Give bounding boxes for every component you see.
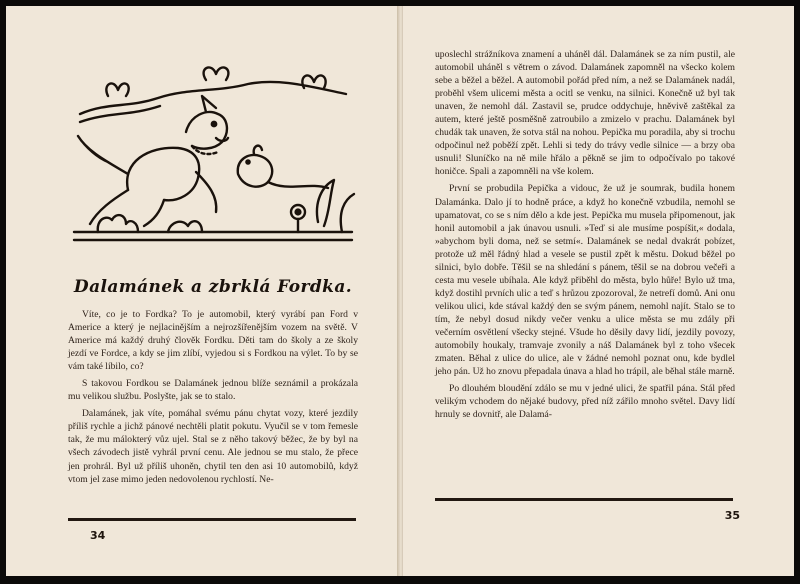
chapter-title: Dalamánek a zbrklá Fordka. bbox=[73, 277, 353, 297]
paragraph: Po dlouhém bloudění zdálo se mu v jedné ulici, že spatřil pána. Stál před velikým vchodem do nějaké budovy, před níž zářilo mnoho světel. Davy lidí hrnuly se dovnitř, ale Dalamá- bbox=[435, 383, 735, 421]
left-page-text bbox=[68, 308, 358, 490]
paragraph: Víte, co je to Fordka? To je automobil, který vyrábí pan Ford v Americe a který je nejlacinějším a nejrozšířenějším vozem na světě. V Americe má každý druhý člověk Fordku. Děti tam do školy a ze školy jezdí ve Fordce, a kdy se jim zlíbí, vyjedou si s Fordkou na výlet. To by se vám také líbilo, co? bbox=[68, 309, 358, 373]
right-page bbox=[402, 6, 794, 576]
left-page bbox=[6, 6, 400, 576]
paragraph: S takovou Fordkou se Dalamánek jednou blíže seznámil a prokázala mu velikou službu. Poslyšte, jak se to stalo. bbox=[68, 378, 358, 403]
paragraph: Dalamánek, jak víte, pomáhal svému pánu chytat vozy, které jezdily příliš rychle a jichž pánové nechtěli platit pokutu. Vyučil se v tom řemesle tak, že mu málokterý vůz ujel. Stal se z něho takový běžec, že by byl na všech závodech jistě vyhrál první cenu. Ale jednou se mu stalo, že přece jen prohrál. Byl už příliš uhoněn, chytil ten den asi 10 automobilů, když vtom jel zase mimo jeden nedovolenou rychlostí. Ne- bbox=[68, 408, 358, 485]
footer-rule bbox=[68, 518, 356, 521]
page-number: 34 bbox=[90, 529, 106, 542]
paragraph: První se probudila Pepička a vidouc, že už je soumrak, budila honem Dalamánka. Dalo jí to hodně práce, a když ho konečně vzbudila, nemohl se upamatovat, co se s ním dělo a kde jest. Pepička mu musela připomenout, jak honil automobil a jak únavou usnuli. »Teď si ale musíme pospíšit,« dodala, »abychom byli doma, než se setmí«. Dalamánek se nedal dvakrát pobízet, protože už měl řádný hlad a vesele se pustil zpět k městu. Dokud běžel po silnici, bylo dobře. Těšil se na shledání s pánem, těšil se na dobrou večeři a cesta mu vesele ubíhala. Ale když přiběhl do města, bylo hůře! Bylo už tma, když dostihl prvních ulic a teď s hrůzou zpozoroval, že netrefí domů. Ani onu velikou ulici, kde stával každý den se svým pánem, nemohl najít. Stalo se to tím, že nebyl dosud nikdy večer venku a ulice města se mu zdály při večerním osvětlení všecky stejné. Všude ho děsily davy lidí, jezdily povozy, automobily houkaly, tramvaje zvonily a náš Dalamánek byl z toho všecek zmaten. Běhal z ulice do ulice, ale v žádné nemohl poznat onu, kde bydlel jeho pán. Už ho znovu přepadala únava a hlad ho trápil, ale běhal stále marně. bbox=[435, 183, 735, 378]
page-number: 35 bbox=[724, 509, 740, 522]
footer-rule bbox=[435, 498, 733, 501]
dog-and-mouse-illustration bbox=[68, 62, 358, 254]
right-page-text bbox=[435, 48, 735, 425]
paragraph: uposlechl strážníkova znamení a uháněl dál. Dalamánek se za ním pustil, ale automobil uháněl s větrem o závod. Dalamánek zapomněl na všecko kolem sebe a běžel a běžel. A automobil pořád před ním, a než se Dalamánek nadál, proběhl všem ulicemi města a ocitl se venku, na silnici. Konečně už byl tak unaven, že nemohl dál. Zastavil se, prudce oddychuje, hněvivě zaštěkal za autem, které ještě posměšně zatroubilo a zmizelo v prachu. Dalamánek byl chudák tak unaven, že sotva stál na nohou. Pepička mu poradila, aby si trochu odpočinul než poběží zpět. Lehli si tedy do trávy vedle silnice — a brzy oba usnuli! Sluníčko na ně mile hřálo a pěkně se jim to odpočívalo po takové honičce. Spali a zapomněli na vše kolem. bbox=[435, 49, 735, 178]
